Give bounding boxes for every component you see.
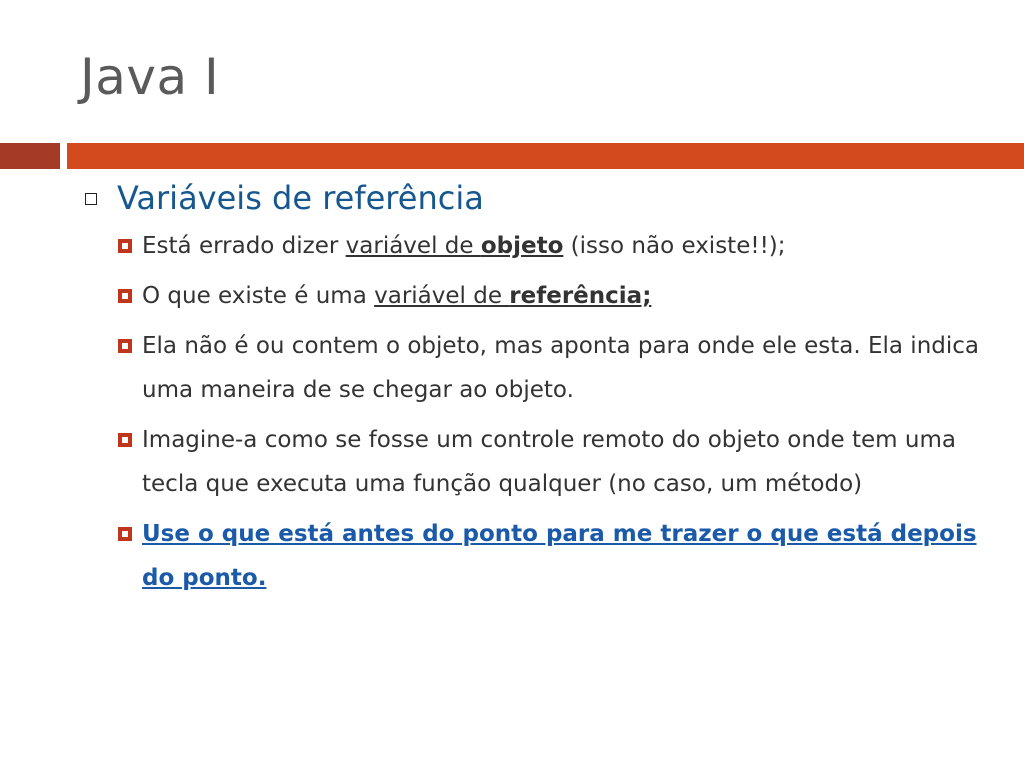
list-item <box>118 512 1010 600</box>
bullet-text: Está errado dizer variável de objeto (isso não existe!!); <box>142 233 786 259</box>
emphasis-link-text[interactable]: Use o que está antes do ponto para me trazer o que está depois do ponto. <box>142 521 977 591</box>
square-bullet-icon <box>118 239 132 253</box>
list-item <box>118 418 1010 506</box>
list-item <box>118 324 1010 412</box>
bullet-text: Ela não é ou contem o objeto, mas aponta para onde ele esta. Ela indica uma maneira de se chegar ao objeto. <box>142 333 980 403</box>
underlined-phrase: variável de objeto <box>345 233 564 259</box>
slide-content <box>80 176 1010 600</box>
bullet-text: Imagine-a como se fosse um controle remoto do objeto onde tem uma tecla que executa uma função qualquer (no caso, um método) <box>142 427 956 497</box>
heading-text: Variáveis de referência <box>117 179 484 217</box>
square-bullet-icon <box>85 193 97 205</box>
list-item <box>118 224 1010 268</box>
bullet-heading <box>80 176 1010 220</box>
bullet-text: O que existe é uma variável de referência; <box>142 283 652 309</box>
title-divider-right <box>67 143 1024 169</box>
square-bullet-icon <box>118 289 132 303</box>
square-bullet-icon <box>118 339 132 353</box>
square-bullet-icon <box>118 527 132 541</box>
title-divider-left <box>0 143 60 169</box>
square-bullet-icon <box>118 433 132 447</box>
slide-title: Java I <box>80 48 220 106</box>
underlined-phrase: variável de referência; <box>374 283 652 309</box>
list-item <box>118 274 1010 318</box>
